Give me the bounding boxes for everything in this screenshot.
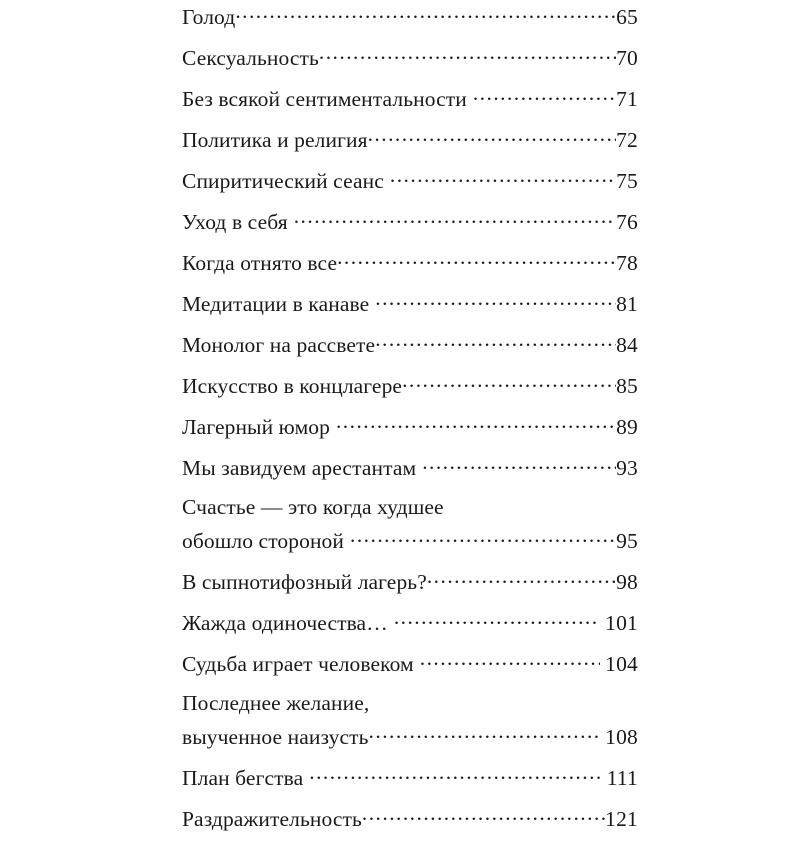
toc-page-number: 93: [616, 455, 638, 480]
toc-entry-line-last: [182, 371, 638, 399]
toc-entry-title: Когда отнято все: [182, 250, 338, 275]
toc-page-number: 95: [616, 528, 638, 553]
toc-page-number: 84: [616, 332, 638, 357]
toc-leader-dots: [427, 567, 616, 589]
toc-entry-title: Лагерный юмор: [182, 414, 330, 439]
toc-entry[interactable]: [182, 371, 638, 399]
toc-entry-line-last: [182, 412, 638, 440]
toc-leader-dots: [309, 763, 601, 785]
toc-page-number: 104: [605, 651, 638, 676]
toc-entry-title: Жажда одиночества…: [182, 610, 388, 635]
toc-entry-line: [182, 494, 638, 520]
toc-entry[interactable]: [182, 494, 638, 554]
toc-leader-dots: [402, 371, 616, 393]
toc-page-number: 75: [616, 168, 638, 193]
toc-entry[interactable]: [182, 289, 638, 317]
toc-entry-title: Последнее желание,: [182, 691, 370, 715]
toc-page-number: 89: [616, 414, 638, 439]
toc-page-number: 81: [616, 291, 638, 316]
toc-entry-title: Голод: [182, 4, 236, 29]
toc-leader-dots: [375, 289, 616, 311]
toc-entry-line-last: [182, 289, 638, 317]
toc-leader-dots: [319, 43, 616, 65]
toc-leader-dots: [473, 84, 616, 106]
toc-page-number: 72: [616, 127, 638, 152]
toc-entry[interactable]: [182, 608, 638, 636]
toc-leader-dots: [337, 248, 616, 270]
toc-entry-title: Политика и религия: [182, 127, 368, 152]
toc-entry-title: Судьба играет человеком: [182, 651, 414, 676]
toc-entry-line-last: [182, 526, 638, 554]
toc-page-number: 85: [616, 373, 638, 398]
toc-leader-dots: [390, 166, 616, 188]
toc-entry-line-last: [182, 125, 638, 153]
toc-entry-title: План бегства: [182, 765, 304, 790]
toc-entry-title: Уход в себя: [182, 209, 288, 234]
toc-entry-title: Мы завидуем арестантам: [182, 455, 417, 480]
toc-leader-dots: [294, 207, 616, 229]
toc-leader-dots: [394, 608, 600, 630]
toc-entry[interactable]: [182, 43, 638, 71]
toc-entry-title: Искусство в концлагере: [182, 373, 403, 398]
toc-entry[interactable]: [182, 649, 638, 677]
toc-entry[interactable]: [182, 84, 638, 112]
toc-entry[interactable]: [182, 166, 638, 194]
toc-leader-dots: [368, 125, 617, 147]
toc-leader-dots: [350, 526, 616, 548]
toc-leader-dots: [235, 2, 616, 24]
toc-entry-line-last: [182, 84, 638, 112]
toc-entry-title: Счастье — это когда худшее: [182, 495, 444, 519]
toc-entry-line-last: [182, 804, 638, 832]
toc-entry-title: Спиритический сеанс: [182, 168, 384, 193]
toc-page-number: 65: [616, 4, 638, 29]
toc-entry-line-last: [182, 166, 638, 194]
toc-page-number: 70: [616, 45, 638, 70]
table-of-contents-list: [182, 2, 638, 845]
toc-entry-line-last: [182, 43, 638, 71]
toc-entry[interactable]: [182, 804, 638, 832]
toc-entry-line-last: [182, 649, 638, 677]
toc-entry-line-last: [182, 207, 638, 235]
toc-entry-line-last: [182, 567, 638, 595]
toc-entry[interactable]: [182, 453, 638, 481]
toc-page-number: 71: [616, 86, 638, 111]
toc-entry[interactable]: [182, 207, 638, 235]
toc-entry[interactable]: [182, 125, 638, 153]
toc-entry[interactable]: [182, 763, 638, 791]
toc-entry-line-last: [182, 248, 638, 276]
toc-entry-title: В сыпнотифозный лагерь?: [182, 569, 427, 594]
toc-entry-line-last: [182, 763, 638, 791]
toc-entry[interactable]: [182, 248, 638, 276]
toc-entry[interactable]: [182, 567, 638, 595]
toc-page-number: 78: [616, 250, 638, 275]
toc-entry[interactable]: [182, 2, 638, 30]
toc-page-number: 111: [606, 765, 638, 790]
toc-entry-line: [182, 690, 638, 716]
toc-page-number: 98: [616, 569, 638, 594]
toc-entry-line-last: [182, 453, 638, 481]
toc-entry[interactable]: [182, 412, 638, 440]
toc-entry-title: Сексуальность: [182, 45, 319, 70]
toc-entry-title: Монолог на рассвете: [182, 332, 376, 357]
toc-entry-line-last: [182, 722, 638, 750]
toc-entry-title: Без всякой сентиментальности: [182, 86, 467, 111]
toc-leader-dots: [422, 453, 616, 475]
toc-entry[interactable]: [182, 330, 638, 358]
toc-entry-title: Раздражительность: [182, 806, 362, 831]
toc-entry-line-last: [182, 330, 638, 358]
toc-page-number: 101: [605, 610, 638, 635]
toc-page-number: 121: [605, 806, 638, 831]
toc-entry-title: Медитации в канаве: [182, 291, 370, 316]
toc-page-number: 108: [605, 724, 638, 749]
toc-leader-dots: [336, 412, 616, 434]
toc-entry-line-last: [182, 2, 638, 30]
toc-entry-title: выученное наизусть: [182, 724, 369, 749]
toc-leader-dots: [375, 330, 616, 352]
toc-page-number: 76: [616, 209, 638, 234]
toc-entry[interactable]: [182, 690, 638, 750]
toc-leader-dots: [369, 722, 601, 744]
toc-leader-dots: [420, 649, 600, 671]
toc-entry-line-last: [182, 608, 638, 636]
toc-leader-dots: [362, 804, 605, 826]
toc-entry-title: обошло стороной: [182, 528, 345, 553]
